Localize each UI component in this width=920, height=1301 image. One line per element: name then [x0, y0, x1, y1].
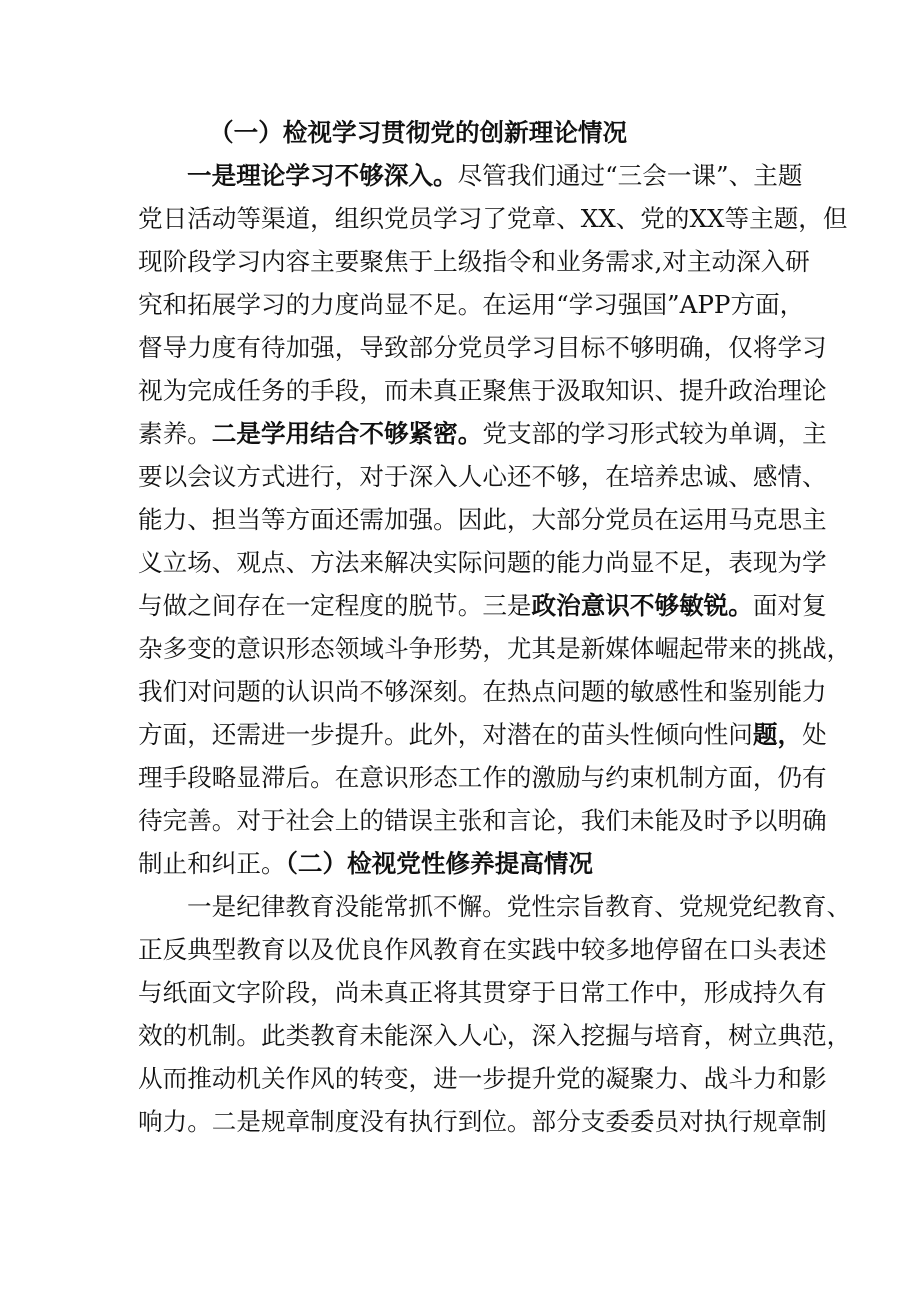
text-run: 素养。	[138, 419, 212, 448]
text-run: 党支部的学习形式较为单调，主	[482, 419, 827, 448]
paragraph-line: 效的机制。此类教育未能深入人心，深入挖掘与培育，树立典范，	[138, 1021, 852, 1050]
paragraph-line	[138, 414, 827, 454]
paragraph-line: 从而推动机关作风的转变，进一步提升党的凝聚力、战斗力和影	[138, 1064, 827, 1093]
paragraph-line: 督导力度有待加强，导致部分党员学习目标不够明确，仅将学习	[138, 333, 827, 362]
paragraph-line: 能力、担当等方面还需加强。因此，大部分党员在运用马克思主	[138, 505, 827, 534]
paragraph-line: 义立场、观点、方法来解决实际问题的能力尚显不足，表现为学	[138, 548, 827, 577]
paragraph-line: 与纸面文字阶段，尚未真正将其贯穿于日常工作中，形成持久有	[138, 978, 827, 1007]
bold-phrase: 题，	[752, 720, 803, 749]
bold-phrase: 政治意识不够敏锐。	[531, 591, 753, 620]
paragraph-line	[138, 844, 798, 884]
text-run: 制止和纠正。	[138, 849, 286, 878]
paragraph-line: 党日活动等渠道，组织党员学习了党章、XX、党的XX等主题，但	[138, 204, 848, 233]
bold-phrase: 二是学用结合不够紧密。	[211, 419, 483, 448]
text-run: 与做之间存在一定程度的脱节。三是	[138, 591, 532, 620]
paragraph-line: 一是纪律教育没能常抓不懈。党性宗旨教育、党规党纪教育、	[187, 892, 852, 921]
text-run: 面对复	[752, 591, 827, 620]
paragraph-line: 要以会议方式进行，对于深入人心还不够，在培养忠诚、感情、	[138, 462, 827, 491]
paragraph-line	[138, 715, 827, 755]
paragraph-line: 响力。二是规章制度没有执行到位。部分支委委员对执行规章制	[138, 1107, 827, 1136]
paragraph-line	[187, 156, 803, 196]
text-run: 处	[802, 720, 827, 749]
text-run: 尽管我们通过“三会一课”、主题	[457, 161, 803, 190]
paragraph-line: 我们对问题的认识尚不够深刻。在热点问题的敏感性和鉴别能力	[138, 677, 827, 706]
paragraph-line: 现阶段学习内容主要聚焦于上级指令和业务需求,对主动深入研	[138, 247, 810, 276]
paragraph-line: 理手段略显滞后。在意识形态工作的激励与约束机制方面，仍有	[138, 763, 827, 792]
bold-phrase: 一是理论学习不够深入。	[187, 161, 458, 190]
paragraph-line: 杂多变的意识形态领域斗争形势，尤其是新媒体崛起带来的挑战，	[138, 634, 852, 663]
paragraph-line: 正反典型教育以及优良作风教育在实践中较多地停留在口头表述	[138, 935, 827, 964]
paragraph-line: 待完善。对于社会上的错误主张和言论，我们未能及时予以明确	[138, 806, 827, 835]
section-heading-2: （二）检视党性修养提高情况	[285, 849, 593, 878]
section-heading-1: （一）检视学习贯彻党的创新理论情况	[209, 118, 628, 147]
paragraph-line	[138, 586, 827, 626]
paragraph-line: 究和拓展学习的力度尚显不足。在运用“学习强国”APP方面，	[138, 290, 805, 319]
paragraph-line: 视为完成任务的手段，而未真正聚焦于汲取知识、提升政治理论	[138, 376, 827, 405]
text-run: 方面，还需进一步提升。此外，对潜在的苗头性倾向性问	[138, 720, 753, 749]
